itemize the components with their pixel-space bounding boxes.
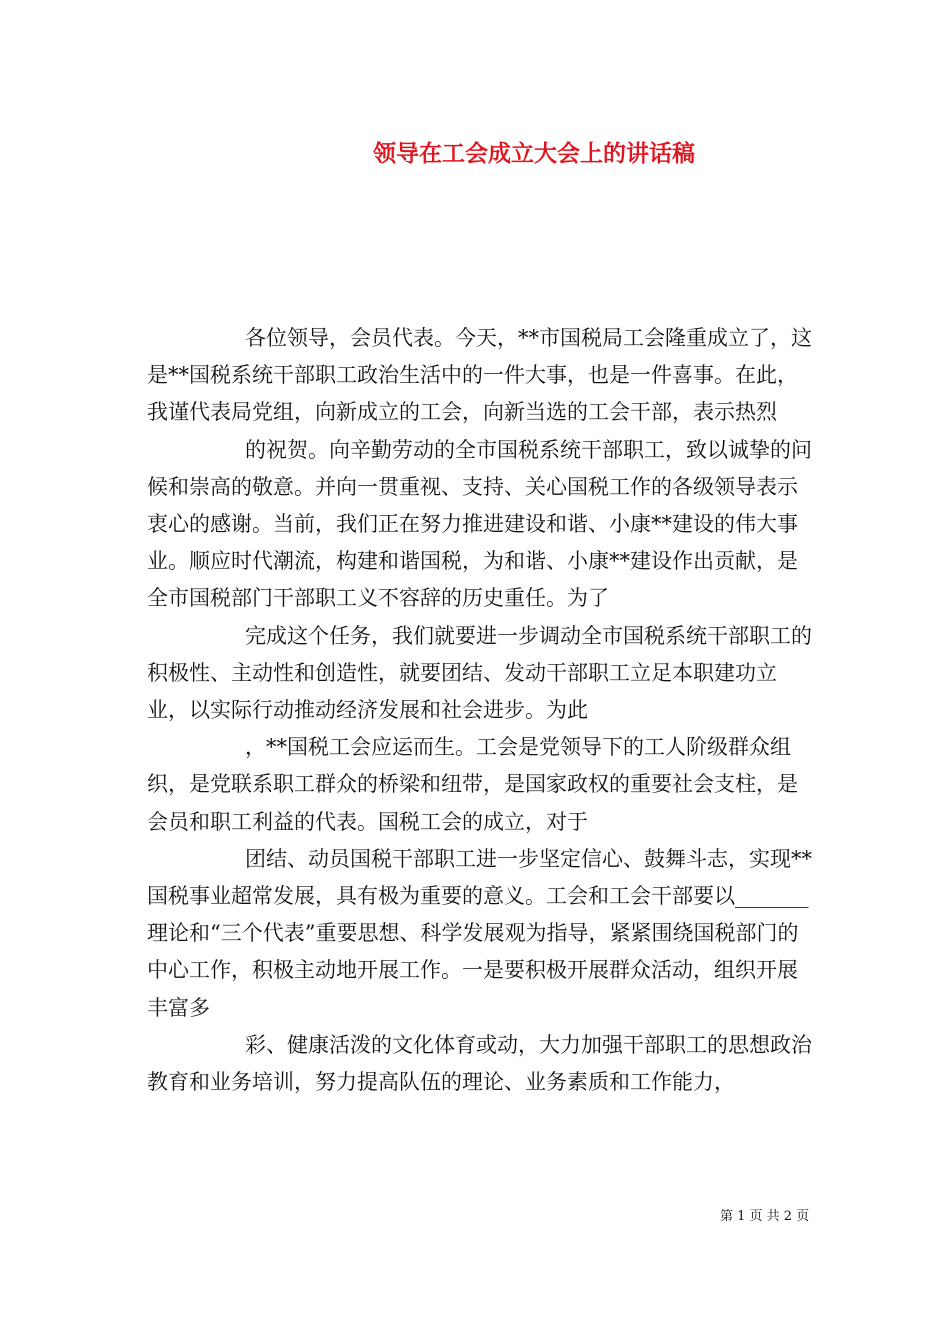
document-title-text: 领导在工会成立大会上的讲话稿 xyxy=(373,140,695,167)
document-title xyxy=(0,135,950,168)
page-footer: 第 1 页 共 2 页 xyxy=(720,1209,810,1224)
document-body xyxy=(147,320,817,1101)
paragraph-3: 完成这个任务，我们就要进一步调动全市国税系统干部职工的积极性、主动性和创造性，就要团结、发动干部职工立足本职建功立业，以实际行动推动经济发展和社会进步。为此 xyxy=(147,623,812,723)
paragraph-2: 的祝贺。向辛勤劳动的全市国税系统干部职工，致以诚挚的问候和崇高的敬意。并向一贯重视、支持、关心国税工作的各级领导表示衷心的感谢。当前，我们正在努力推进建设和谐、小康**建设的伟大事业。顺应时代潮流，构建和谐国税，为和谐、小康**建设作出贡献，是全市国税部门干部职工义不容辞的历史重任。为了 xyxy=(147,437,812,611)
paragraph-1: 各位领导，会员代表。今天，**市国税局工会隆重成立了，这是**国税系统干部职工政治生活中的一件大事，也是一件喜事。在此，我谨代表局党组，向新成立的工会，向新当选的工会干部，表示热烈 xyxy=(147,326,812,425)
paragraph-6: 彩、健康活泼的文化体育或动，大力加强干部职工的思想政治教育和业务培训，努力提高队伍的理论、业务素质和工作能力， xyxy=(147,1032,812,1095)
paragraph-4: ，**国税工会应运而生。工会是党领导下的工人阶级群众组织，是党联系职工群众的桥梁和纽带，是国家政权的重要社会支柱，是会员和职工利益的代表。国税工会的成立，对于 xyxy=(147,735,798,834)
paragraph-5: 团结、动员国税干部职工进一步坚定信心、鼓舞斗志，实现**国税事业超常发展，具有极为重要的意义。工会和工会干部要以_______理论和“三个代表”重要思想、科学发展观为指导，紧紧围绕国税部门的中心工作，积极主动地开展工作。一是要积极开展群众活动，组织开展丰富多 xyxy=(147,846,812,1020)
